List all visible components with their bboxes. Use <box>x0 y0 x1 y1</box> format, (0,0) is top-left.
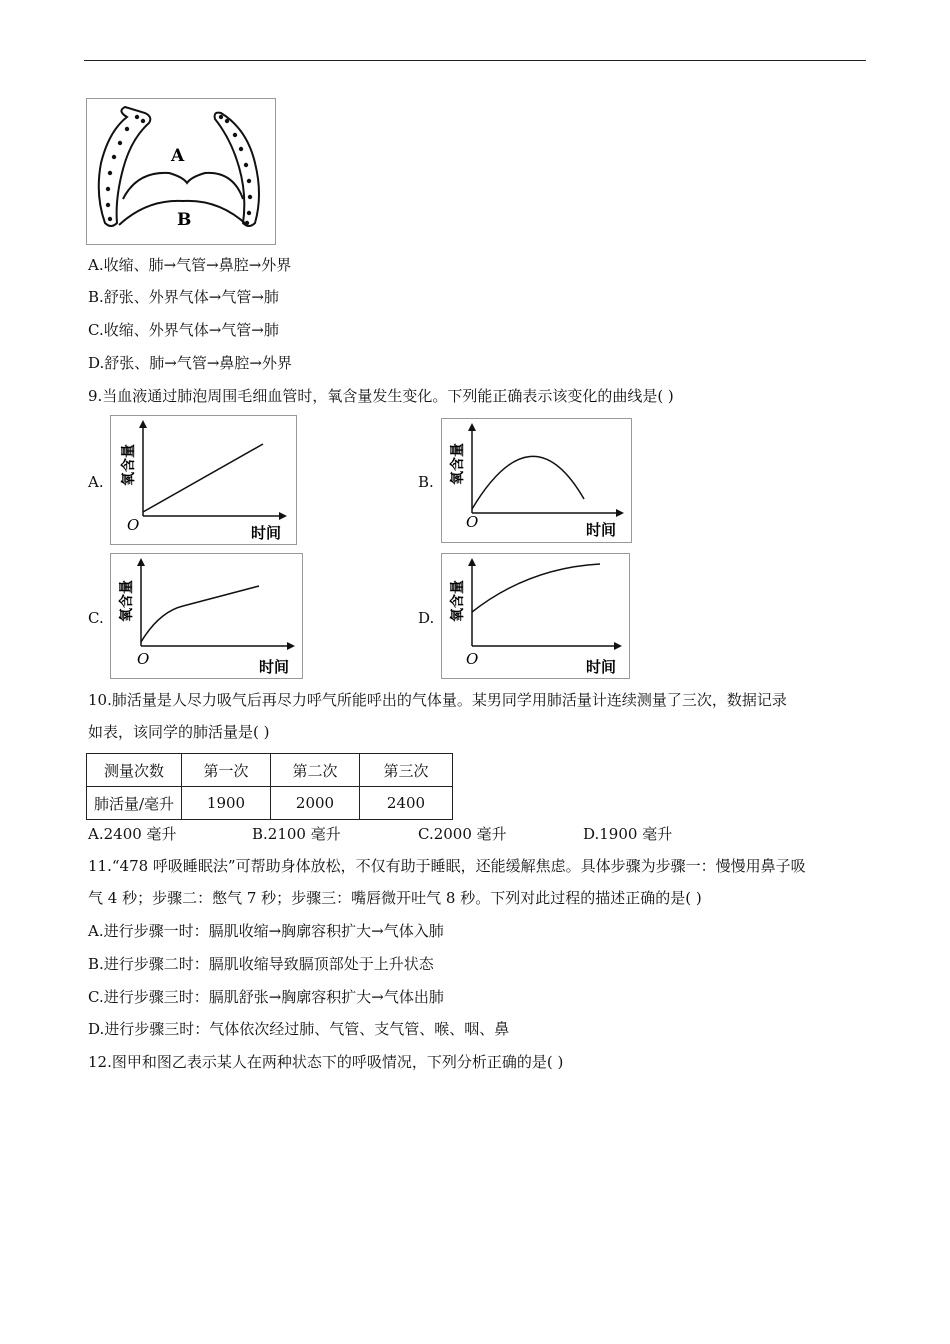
q9-graph-d <box>441 553 630 679</box>
q8-option-b: B.舒张、外界气体→气管→肺 <box>88 288 279 306</box>
q9-graph-d-ylabel: 氧含量 <box>450 580 466 622</box>
table-header-row <box>87 754 453 787</box>
diaphragm-figure <box>86 98 276 245</box>
q10-option-b: B.2100 毫升 <box>252 825 341 843</box>
q10-option-a: A.2400 毫升 <box>88 825 177 843</box>
q9-graph-b-ylabel: 氧含量 <box>450 443 466 485</box>
table-header-cell: 第三次 <box>360 754 453 787</box>
q9-graph-a-origin: O <box>127 516 140 534</box>
q8-option-c: C.收缩、外界气体→气管→肺 <box>88 321 279 339</box>
q9-graph-a-label: A. <box>88 473 104 491</box>
q9-graph-c-ylabel: 氧含量 <box>119 580 135 622</box>
q9-graph-a-xlabel: 时间 <box>251 524 282 542</box>
q11-option-c: C.进行步骤三时：膈肌舒张→胸廓容积扩大→气体出肺 <box>88 988 444 1006</box>
q9-graph-c-label: C. <box>88 609 104 627</box>
q9-graph-b <box>441 418 632 543</box>
header-rule <box>84 60 866 61</box>
table-cell: 2000 <box>271 787 360 820</box>
q9-graph-c <box>110 553 303 679</box>
q9-graph-d-origin: O <box>466 650 479 668</box>
q9-graph-d-curve <box>472 564 600 612</box>
q11-option-b: B.进行步骤二时：膈肌收缩导致膈顶部处于上升状态 <box>88 955 434 973</box>
label-a: A <box>171 146 185 166</box>
q11-option-a: A.进行步骤一时：膈肌收缩→胸廓容积扩大→气体入肺 <box>88 922 444 940</box>
q9-graph-c-origin: O <box>137 650 150 668</box>
q9-graph-c-curve <box>141 586 259 642</box>
q9-graph-b-label: B. <box>418 473 434 491</box>
diaphragm-drawing <box>87 99 275 244</box>
q10-stem-line1: 10.肺活量是人尽力吸气后再尽力呼气所能呼出的气体量。某男同学用肺活量计连续测量了三次，数据记录 <box>88 691 787 709</box>
lung-capacity-table <box>86 753 453 820</box>
table-header-cell: 第二次 <box>271 754 360 787</box>
q9-graph-d-label: D. <box>418 609 435 627</box>
q9-graph-c-xlabel: 时间 <box>259 658 290 676</box>
q9-graph-d-xlabel: 时间 <box>586 658 617 676</box>
q9-graph-a <box>110 415 297 545</box>
label-b: B <box>177 210 192 230</box>
q11-stem-line2: 气 4 秒；步骤二：憋气 7 秒；步骤三：嘴唇微开吐气 8 秒。下列对此过程的描述正确的是( ) <box>88 889 702 907</box>
q8-option-a: A.收缩、肺→气管→鼻腔→外界 <box>88 256 292 274</box>
q10-option-d: D.1900 毫升 <box>583 825 673 843</box>
q9-graph-b-xlabel: 时间 <box>586 521 617 539</box>
table-row <box>87 787 453 820</box>
q9-stem: 9.当血液通过肺泡周围毛细血管时，氧含量发生变化。下列能正确表示该变化的曲线是( ) <box>88 387 674 405</box>
q8-option-d: D.舒张、肺→气管→鼻腔→外界 <box>88 354 292 372</box>
q12-stem: 12.图甲和图乙表示某人在两种状态下的呼吸情况，下列分析正确的是( ) <box>88 1053 564 1071</box>
table-cell: 2400 <box>360 787 453 820</box>
q9-graph-b-curve <box>472 456 584 509</box>
table-header-cell: 测量次数 <box>87 754 182 787</box>
q10-option-c: C.2000 毫升 <box>418 825 507 843</box>
table-header-cell: 第一次 <box>182 754 271 787</box>
table-row-label: 肺活量/毫升 <box>87 787 182 820</box>
q11-option-d: D.进行步骤三时：气体依次经过肺、气管、支气管、喉、咽、鼻 <box>88 1020 510 1038</box>
table-cell: 1900 <box>182 787 271 820</box>
q9-graph-a-curve <box>143 444 263 512</box>
q9-graph-b-origin: O <box>466 513 479 531</box>
q10-stem-line2: 如表，该同学的肺活量是( ) <box>88 723 270 741</box>
q11-stem-line1: 11.“478 呼吸睡眠法”可帮助身体放松，不仅有助于睡眠，还能缓解焦虑。具体步骤为步骤一：慢慢用鼻子吸 <box>88 857 806 875</box>
q9-graph-a-ylabel: 氧含量 <box>121 444 137 486</box>
